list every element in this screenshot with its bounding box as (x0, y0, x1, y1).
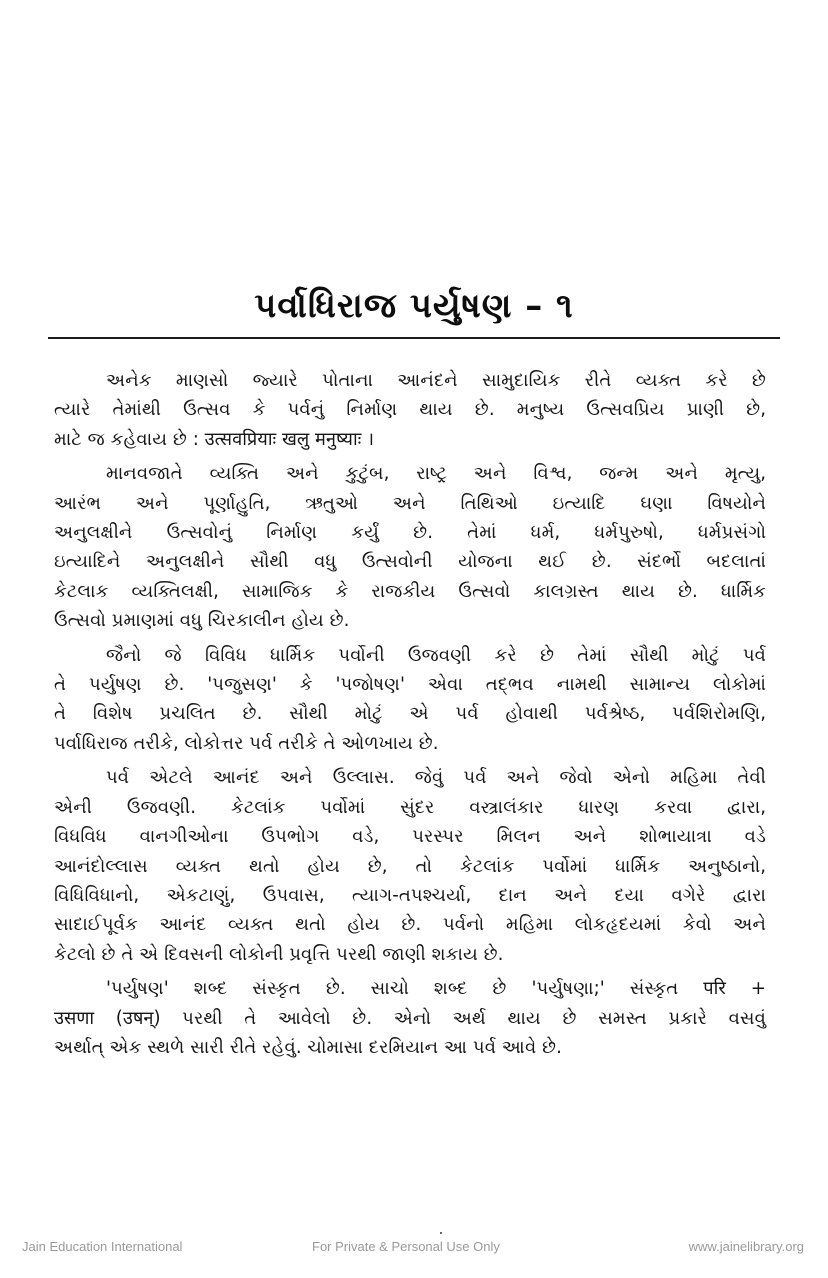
footer-website-link[interactable]: www.jainelibrary.org (688, 1239, 804, 1254)
footer-publisher: Jain Education International (22, 1239, 183, 1254)
footer-usage-notice: For Private & Personal Use Only (312, 1239, 500, 1254)
text-line: પર્વ એટલે આનંદ અને ઉલ્લાસ. જેવું પર્વ અને જેવો એનો મહિમા તેવી (106, 767, 766, 789)
text-line: તે પર્યુષણ છે. 'પજુસણ' કે 'પજોષણ' એવા તદ્ભવ નામથી સામાન્ય લોકોમાં (54, 674, 766, 696)
text-line: उसणा (उषन्) પરથી તે આવેલો છે. એનો અર્થ થાય છે સમસ્ત પ્રકારે વસવું (54, 1007, 766, 1029)
paragraph-3 (54, 641, 766, 759)
paragraph-4 (54, 763, 766, 969)
paragraph-1 (54, 366, 766, 454)
text-line: ઇત્યાદિને અનુલક્ષીને સૌથી વધુ ઉત્સવોની યોજના થઈ છે. સંદર્ભો બદલાતાં (54, 551, 766, 573)
text-line: આનંદોલ્લાસ વ્યક્ત થતો હોય છે, તો કેટલાંક પર્વોમાં ધાર્મિક અનુષ્ઠાનો, (54, 855, 766, 877)
text-line: માટે જ કહેવાય છે : उत्सवप्रियाः खलु मनुष्याः । (54, 428, 375, 450)
page-footer (0, 1239, 828, 1259)
text-line: એની ઉજવણી. કેટલાંક પર્વોમાં સુંદર વસ્ત્રાલંકાર ધારણ કરવા દ્વારા, (54, 796, 766, 818)
text-line: ઉત્સવો પ્રમાણમાં વધુ ચિરકાલીન હોય છે. (54, 610, 350, 632)
text-line: ત્યારે તેમાંથી ઉત્સવ કે પર્વનું નિર્માણ થાય છે. મનુષ્ય ઉત્સવપ્રિય પ્રાણી છે, (54, 399, 766, 421)
chapter-title: પર્વાધિરાજ પર્યુષણ – ૧ (254, 286, 574, 326)
text-line: વિધિવિધાનો, એકટાણું, ઉપવાસ, ત્યાગ-તપશ્ચર્યા, દાન અને દયા વગેરે દ્વારા (54, 884, 766, 906)
paragraph-2 (54, 459, 766, 635)
text-line: આરંભ અને પૂર્ણાહુતિ, ઋતુઓ અને તિથિઓ ઇત્યાદિ ઘણા વિષયોને (54, 492, 766, 514)
paragraph-5 (54, 974, 766, 1062)
text-line: કેટલાક વ્યક્તિલક્ષી, સામાજિક કે રાજકીય ઉત્સવો કાલગ્રસ્ત થાય છે. ધાર્મિક (54, 580, 766, 602)
text-line: માનવજાતે વ્યક્તિ અને કુટુંબ, રાષ્ટ્ર અને વિશ્વ, જન્મ અને મૃત્યુ, (106, 463, 766, 485)
text-line: અર્થાત્ એક સ્થળે સારી રીતે રહેવું. ચોમાસા દરમિયાન આ પર્વ આવે છે. (54, 1036, 562, 1058)
text-line: કેટલો છે તે એ દિવસની લોકોની પ્રવૃત્તિ પરથી જાણી શકાય છે. (54, 943, 504, 965)
scan-speck (440, 1232, 442, 1234)
text-line: જૈનો જે વિવિધ ધાર્મિક પર્વોની ઉજવણી કરે છે તેમાં સૌથી મોટું પર્વ (106, 644, 766, 666)
text-line: તે વિશેષ પ્રચલિત છે. સૌથી મોટું એ પર્વ હોવાથી પર્વશ્રેષ્ઠ, પર્વશિરોમણિ, (54, 703, 766, 725)
text-line: પર્વાધિરાજ તરીકે, લોકોત્તર પર્વ તરીકે તે ઓળખાય છે. (54, 732, 439, 754)
body-text (54, 366, 766, 1067)
text-line: વિધવિધ વાનગીઓના ઉપભોગ વડે, પરસ્પર મિલન અને શોભાયાત્રા વડે (54, 826, 766, 848)
text-line: અનેક માણસો જ્યારે પોતાના આનંદને સામુદાયિક રીતે વ્યક્ત કરે છે (106, 370, 766, 391)
text-line: 'પર્યુષણ' શબ્દ સંસ્કૃત છે. સાચો શબ્દ છે 'પર્યુષણા;' સંસ્કૃત परि + (106, 978, 766, 1000)
text-line: અનુલક્ષીને ઉત્સવોનું નિર્માણ કર્યું છે. તેમાં ધર્મ, ધર્મપુરુષો, ધર્મપ્રસંગો (54, 522, 766, 544)
title-underline (48, 337, 780, 339)
text-line: સાદાઈપૂર્વક આનંદ વ્યક્ત થતો હોય છે. પર્વનો મહિમા લોકહૃદયમાં કેવો અને (54, 914, 766, 936)
